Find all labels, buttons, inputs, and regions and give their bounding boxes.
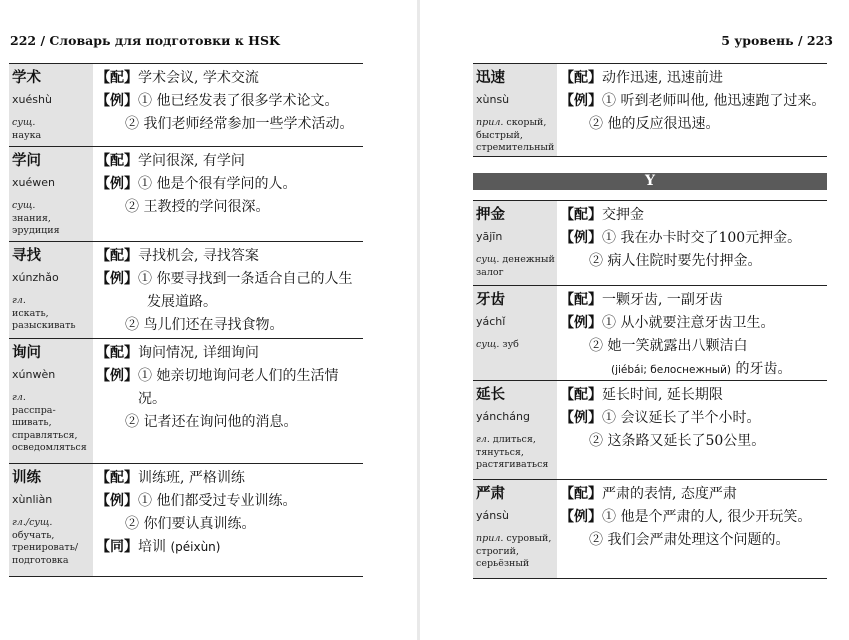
part-of-speech <box>476 254 555 279</box>
pos-abbrev: сущ. <box>476 254 500 265</box>
dictionary-entry <box>473 200 827 285</box>
dictionary-entry <box>9 146 363 241</box>
example-line <box>560 529 827 552</box>
example-text: ① 他们都受过专业训练。 <box>138 493 297 509</box>
headword: 寻找 <box>12 247 41 264</box>
example-line <box>96 113 363 136</box>
pos-abbrev: сущ. <box>476 339 500 350</box>
example-tag: 【例】 <box>560 509 602 525</box>
dictionary-entry <box>9 63 363 146</box>
translation: денежный залог <box>476 254 555 278</box>
dictionary-entry <box>473 63 827 157</box>
headword-cell <box>9 64 93 146</box>
translation: зуб <box>502 339 519 350</box>
pos-abbrev: прил. <box>476 117 504 128</box>
dictionary-entry <box>473 479 827 579</box>
collocation-text: 学术会议, 学术交流 <box>138 70 259 86</box>
example-text: ② 鸟儿们还在寻找食物。 <box>125 317 284 333</box>
example-line <box>96 196 363 219</box>
entry-body <box>557 381 827 479</box>
example-line <box>560 113 827 136</box>
dictionary-entry <box>473 380 827 479</box>
collocation-line <box>96 342 363 365</box>
collocation-text: 一颗牙齿, 一副牙齿 <box>602 292 723 308</box>
example-line <box>560 506 827 529</box>
part-of-speech <box>12 295 91 333</box>
part-of-speech <box>476 339 555 352</box>
translation: скорый, быстрый, стремительный <box>476 117 555 153</box>
headword-cell <box>473 201 557 285</box>
example-line <box>560 312 827 335</box>
example-line <box>96 90 363 113</box>
part-of-speech <box>12 117 91 142</box>
collocation-tag: 【配】 <box>96 153 138 169</box>
part-of-speech <box>12 200 91 238</box>
entry-body <box>93 464 363 576</box>
headword: 严肃 <box>476 485 505 502</box>
example-text: ② 王教授的学问很深。 <box>125 199 270 215</box>
synonym-line <box>96 536 363 559</box>
entry-body <box>93 242 363 338</box>
headword-cell <box>473 381 557 479</box>
entry-body <box>557 286 827 380</box>
example-text: ① 他是个严肃的人, 很少开玩笑。 <box>602 509 812 525</box>
pinyin: yáncháng <box>476 410 530 423</box>
collocation-line <box>560 204 827 227</box>
translation: знания, эрудиция <box>12 212 60 236</box>
running-head-right: 5 уровень / 223 <box>721 33 833 48</box>
example-text: ① 他已经发表了很多学术论文。 <box>138 93 339 109</box>
right-page <box>420 0 849 640</box>
collocation-line <box>96 67 363 90</box>
example-line <box>96 490 363 513</box>
example-tag: 【例】 <box>560 315 602 331</box>
collocation-text: 延长时间, 延长期限 <box>602 387 723 403</box>
pinyin: xúnwèn <box>12 368 56 381</box>
collocation-tag: 【配】 <box>96 345 138 361</box>
example-line <box>560 335 827 358</box>
example-line <box>560 90 827 113</box>
collocation-line <box>560 67 827 90</box>
entry-body <box>93 147 363 241</box>
pos-abbrev: прил. <box>476 533 504 544</box>
pinyin: xùnsù <box>476 93 510 106</box>
collocation-line <box>560 483 827 506</box>
example-line <box>560 430 827 453</box>
collocation-tag: 【配】 <box>96 470 138 486</box>
example-text: ① 会议延长了半个小时。 <box>602 410 761 426</box>
part-of-speech <box>476 117 555 155</box>
inline-gloss: (jiébái; белоснежный) <box>611 364 731 376</box>
pos-abbrev: гл. <box>12 295 26 306</box>
headword-cell <box>9 147 93 241</box>
example-tag: 【例】 <box>560 410 602 426</box>
example-tag: 【例】 <box>96 493 138 509</box>
headword-cell <box>473 64 557 156</box>
example-text: ① 他是个很有学问的人。 <box>138 176 297 192</box>
headword-cell <box>9 464 93 576</box>
example-text: ① 从小就要注意牙齿卫生。 <box>602 315 775 331</box>
entry-body <box>557 64 827 156</box>
left-page <box>0 0 418 640</box>
headword-cell <box>9 339 93 463</box>
collocation-line <box>560 384 827 407</box>
example-line <box>560 227 827 250</box>
headword: 训练 <box>12 469 41 486</box>
part-of-speech <box>476 533 555 571</box>
collocation-text: 训练班, 严格训练 <box>138 470 245 486</box>
example-line <box>96 173 363 196</box>
example-text: ② 记者还在询问他的消息。 <box>125 414 298 430</box>
collocation-text: 动作迅速, 迅速前进 <box>602 70 723 86</box>
translation: суровый, строгий, серьёзный <box>476 533 552 569</box>
collocation-tag: 【配】 <box>560 207 602 223</box>
pinyin: xùnliàn <box>12 493 53 506</box>
collocation-line <box>96 245 363 268</box>
entry-body <box>93 339 363 463</box>
example-line <box>96 365 363 411</box>
example-text: ① 她亲切地询问老人们的生活情况。 <box>138 368 339 407</box>
dictionary-entry <box>9 463 363 577</box>
example-line <box>560 407 827 430</box>
entry-body <box>557 480 827 578</box>
example-tag: 【例】 <box>96 93 138 109</box>
headword-cell <box>473 286 557 380</box>
headword: 询问 <box>12 344 41 361</box>
collocation-text: 交押金 <box>602 207 644 223</box>
pinyin: xuéshù <box>12 93 52 106</box>
collocation-tag: 【配】 <box>560 292 602 308</box>
translation: обучать, тренировать/ подготовка <box>12 529 79 566</box>
headword-cell <box>9 242 93 338</box>
pos-abbrev: сущ. <box>12 117 36 128</box>
example-continuation <box>560 358 827 382</box>
collocation-tag: 【配】 <box>96 248 138 264</box>
entry-body <box>557 201 827 285</box>
collocation-text: 严肃的表情, 态度严肃 <box>602 486 737 502</box>
dictionary-entry <box>473 285 827 380</box>
synonym-tag: 【同】 <box>96 539 138 555</box>
pinyin: xúnzhǎo <box>12 271 59 284</box>
example-continuation: 发展道路。 <box>147 294 217 310</box>
example-line <box>96 268 363 291</box>
example-tag: 【例】 <box>560 230 602 246</box>
pinyin: yājīn <box>476 230 503 243</box>
headword-cell <box>473 480 557 578</box>
pinyin: xuéwen <box>12 176 55 189</box>
example-text: ② 你们要认真训练。 <box>125 516 256 532</box>
synonym-text <box>138 536 363 559</box>
example-text: ① 你要寻找到一条适合自己的人生 <box>138 271 353 287</box>
translation: расспра-шивать, справляться, осведомляться <box>12 404 87 453</box>
example-tag: 【例】 <box>96 368 138 384</box>
collocation-line <box>96 150 363 173</box>
example-line <box>96 314 363 337</box>
pos-abbrev: гл. <box>12 392 26 403</box>
collocation-text: 学问很深, 有学问 <box>138 153 245 169</box>
part-of-speech <box>12 517 91 567</box>
example-text: ① 我在办卡时交了100元押金。 <box>602 230 802 246</box>
collocation-text: 寻找机会, 寻找答案 <box>138 248 259 264</box>
entry-list-left <box>9 63 363 577</box>
dictionary-entry <box>9 338 363 463</box>
synonym-pinyin: (péixùn) <box>170 540 221 554</box>
example-text: ② 这条路又延长了50公里。 <box>589 433 766 449</box>
collocation-text: 询问情况, 详细询问 <box>138 345 259 361</box>
example-line <box>560 250 827 273</box>
headword: 押金 <box>476 206 505 223</box>
part-of-speech <box>476 434 555 472</box>
translation: длиться, тянуться, растягиваться <box>476 434 549 470</box>
pinyin: yáchǐ <box>476 315 506 328</box>
section-letter-bar: Y <box>473 173 827 190</box>
pinyin: yánsù <box>476 509 509 522</box>
example-tag: 【例】 <box>560 93 602 109</box>
part-of-speech <box>12 392 91 455</box>
entry-list-right <box>473 63 827 579</box>
collocation-tag: 【配】 <box>560 387 602 403</box>
entry-body <box>93 64 363 146</box>
example-text: ① 听到老师叫他, 他迅速跑了过来。 <box>602 93 826 109</box>
headword: 牙齿 <box>476 291 505 308</box>
pos-abbrev: гл./сущ. <box>12 517 53 528</box>
collocation-line <box>96 467 363 490</box>
synonym-word: 培训 <box>138 539 166 555</box>
pos-abbrev: сущ. <box>12 200 36 211</box>
collocation-tag: 【配】 <box>560 486 602 502</box>
example-text: ② 他的反应很迅速。 <box>589 116 720 132</box>
example-text: ② 我们老师经常参加一些学术活动。 <box>125 116 354 132</box>
example-text: ② 我们会严肃处理这个问题的。 <box>589 532 790 548</box>
example-tag: 【例】 <box>96 176 138 192</box>
headword: 学术 <box>12 69 41 86</box>
translation: искать, разыскивать <box>12 307 76 331</box>
example-line <box>96 513 363 536</box>
headword: 延长 <box>476 386 505 403</box>
example-text: ② 她一笑就露出八颗洁白 <box>589 338 748 354</box>
collocation-tag: 【配】 <box>96 70 138 86</box>
example-line <box>96 411 363 434</box>
pos-abbrev: гл. <box>476 434 490 445</box>
headword: 学问 <box>12 152 41 169</box>
example-text: ② 病人住院时要先付押金。 <box>589 253 762 269</box>
running-head-left: 222 / Словарь для подготовки к HSK <box>10 33 280 48</box>
collocation-tag: 【配】 <box>560 70 602 86</box>
dictionary-entry <box>9 241 363 338</box>
headword: 迅速 <box>476 69 505 86</box>
collocation-line <box>560 289 827 312</box>
example-tag: 【例】 <box>96 271 138 287</box>
continuation-text: 的牙齿。 <box>731 361 792 377</box>
translation: наука <box>12 129 42 141</box>
